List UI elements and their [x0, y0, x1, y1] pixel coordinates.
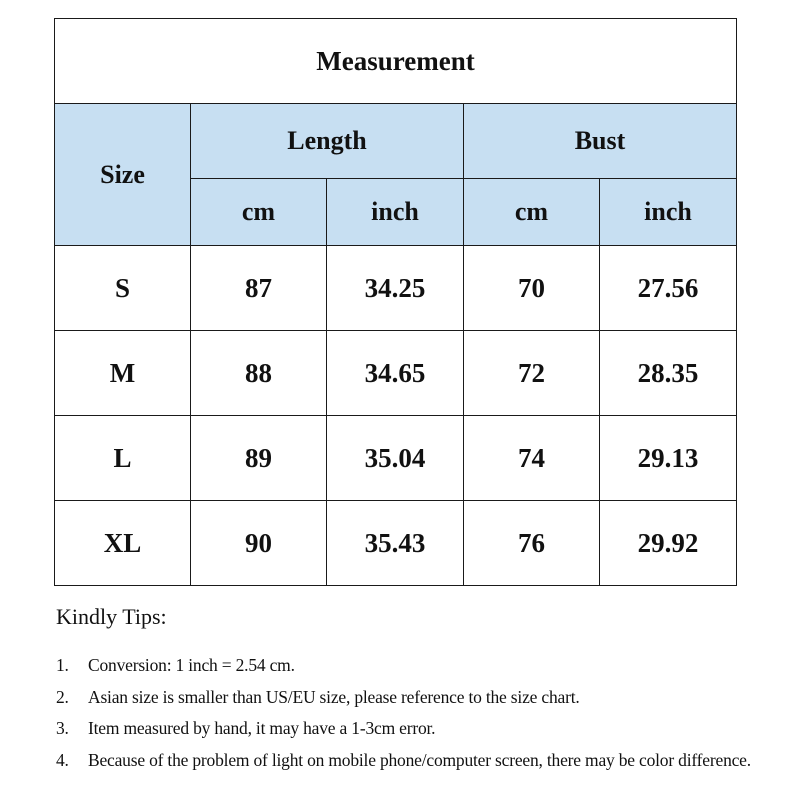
size-cell: S: [55, 246, 191, 331]
table-row: [55, 246, 737, 331]
table-title: Measurement: [55, 19, 737, 104]
length-cm-cell: 89: [191, 416, 327, 501]
tip-number: 3.: [56, 718, 69, 738]
tip-number: 1.: [56, 655, 69, 675]
size-column-header: Size: [55, 104, 191, 246]
table-row: [55, 416, 737, 501]
size-cell: XL: [55, 501, 191, 586]
length-inch-cell: 34.65: [327, 331, 464, 416]
tips-title: Kindly Tips:: [56, 604, 167, 629]
tips-list: [56, 650, 796, 776]
bust-inch-cell: 29.92: [600, 501, 737, 586]
table-row: [55, 501, 737, 586]
bust-cm-cell: 76: [464, 501, 600, 586]
length-inch-cell: 35.04: [327, 416, 464, 501]
bust-cm-header: cm: [464, 179, 600, 246]
tip-text: Because of the problem of light on mobile phone/computer screen, there may be color difference.: [88, 749, 751, 770]
size-chart-table: [54, 18, 737, 586]
tip-item: [56, 682, 796, 714]
size-cell: M: [55, 331, 191, 416]
bust-inch-cell: 28.35: [600, 331, 737, 416]
tip-item: [56, 650, 796, 682]
kindly-tips-section: [56, 604, 796, 776]
tip-number: 2.: [56, 686, 69, 707]
bust-cm-cell: 70: [464, 246, 600, 331]
table-row: [55, 331, 737, 416]
tip-text: Conversion: 1 inch = 2.54 cm.: [88, 655, 295, 675]
length-inch-header: inch: [327, 179, 464, 246]
tip-item: [56, 713, 796, 745]
title-row: [55, 19, 737, 104]
group-header-row: [55, 104, 737, 179]
bust-group-header: Bust: [464, 104, 737, 179]
bust-cm-cell: 72: [464, 331, 600, 416]
length-inch-cell: 35.43: [327, 501, 464, 586]
tip-text: Item measured by hand, it may have a 1-3cm error.: [88, 718, 436, 738]
length-group-header: Length: [191, 104, 464, 179]
tip-item: [56, 745, 796, 777]
length-cm-header: cm: [191, 179, 327, 246]
bust-inch-cell: 27.56: [600, 246, 737, 331]
bust-cm-cell: 74: [464, 416, 600, 501]
length-inch-cell: 34.25: [327, 246, 464, 331]
tip-number: 4.: [56, 749, 69, 770]
bust-inch-cell: 29.13: [600, 416, 737, 501]
length-cm-cell: 88: [191, 331, 327, 416]
tip-text: Asian size is smaller than US/EU size, please reference to the size chart.: [88, 686, 580, 707]
length-cm-cell: 87: [191, 246, 327, 331]
length-cm-cell: 90: [191, 501, 327, 586]
bust-inch-header: inch: [600, 179, 737, 246]
size-cell: L: [55, 416, 191, 501]
